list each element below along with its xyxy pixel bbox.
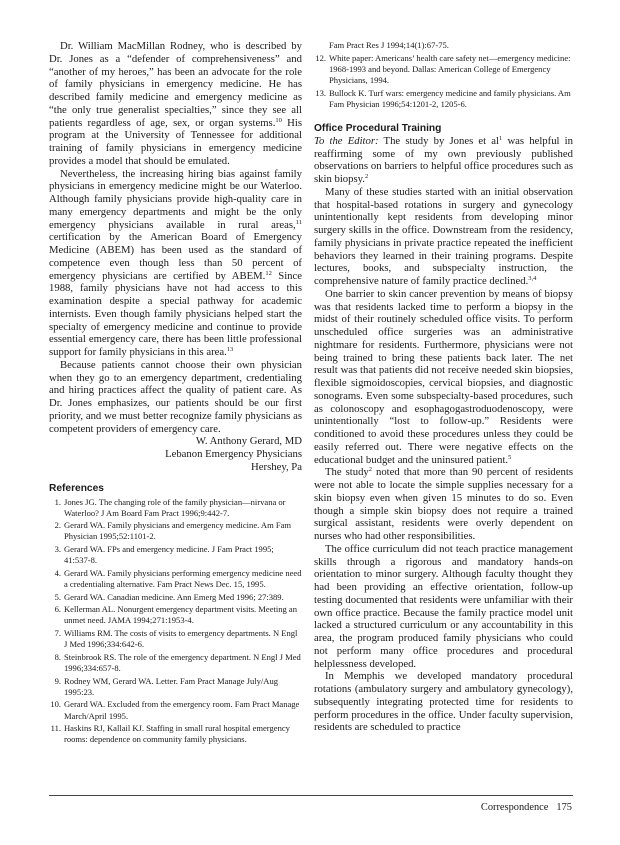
reference-number: 1.	[54, 496, 61, 507]
reference-item	[49, 497, 302, 519]
paragraph: One barrier to skin cancer prevention by means of biopsy was that residents lacked time to perform a biopsy in the midst of their routinely scheduled office visits. To perform unscheduled office surgeries was an administrative nightmare for residents. Furthermore, physicians were not being trained to bring these patients back later. The net result was that patients did not receive needed skin biopsies, flexible sigmoidoscopies, cervical biopsies, and diagnostic sonograms. Even some subspecialty-based procedures, such as colonoscopy and esophagogastroduodenoscopy, were unintentionally “lost to follow-up.” Residents were conditioned to avoid these procedures unless they could be easily referred out. There were negative effects on the educational budget and the uninsured patient.$^5$	[314, 287, 573, 466]
reference-text: Gerard WA. Family physicians performing emergency medicine need a credentialing alternative. Fam Pract News Dec. 15, 1995.	[64, 567, 302, 589]
reference-item	[314, 53, 573, 86]
reference-text: Gerard WA. Family physicians and emergency medicine. Am Fam Physician 1995;52:1101-2.	[64, 520, 292, 542]
reference-text: White paper: Americans’ health care safety net—emergency medicine: 1968-1993 and beyond. Dallas: American College of Emergency Physicians, 1994.	[329, 52, 571, 85]
reference-item	[49, 592, 302, 603]
reference-item	[49, 520, 302, 542]
reference-text: Gerard WA. FPs and emergency medicine. J Fam Pract 1995; 41:537-8.	[64, 544, 274, 566]
reference-item	[49, 723, 302, 745]
paragraph: Nevertheless, the increasing hiring bias against family physicians in emergency medicine might be our Waterloo. Although family physicians provide high-quality care in many emergency departments and might be the only emergency physicians available in rural areas,$^{11}$ certification by the American Board of Emergency Medicine (ABEM) has been used as the standard of competence even though less than 50 percent of emergency physicians are certified by ABEM.$^{12}$ Since 1988, family physicians have not had access to this examination despite a special pathway for academic internists. Even though family physicians helped start the specialty of emergency medicine and continue to provide essential emergency care, there has been little professional support for family physicians in this area.$^{13}$	[49, 167, 302, 358]
paragraph: To the Editor: The study by Jones et $al^1$ was helpful in reaffirming some of my own previously published observations on barriers to helpful office procedures such as skin biopsy.$^2$	[314, 134, 573, 185]
reference-item	[314, 88, 573, 110]
reference-item: Fam Pract Res J 1994;14(1):67-75.	[329, 40, 449, 50]
paragraph: In Memphis we developed mandatory procedural rotations (ambulatory surgery and ambulatory gynecology), subsequently integrating protected time for residents to perform procedures in the office. Under faculty supervision, residents are scheduled to practice	[314, 670, 573, 734]
paragraph: The study$^2$ noted that more than 90 percent of residents were not able to locate the simple supplies necessary for a skin biopsy even when given 15 minutes to do so. Even though a simple skin biopsy does not require a trained surgical assistant, residents were overly dependent on nurses who had other responsibilities.	[314, 466, 573, 542]
lead-in: To the Editor:	[314, 134, 379, 147]
reference-text: Gerard WA. Canadian medicine. Ann Emerg Med 1996; 27:389.	[64, 591, 284, 602]
reference-list	[49, 497, 302, 746]
reference-text: Bullock K. Turf wars: emergency medicine and family physicians. Am Fam Physician 1996;54:1201-2, 1205-6.	[329, 87, 571, 109]
reference-text: Kellerman AL. Nonurgent emergency department visits. Meeting an unmet need. JAMA 1994;271:1953-4.	[64, 604, 297, 626]
right-column	[314, 40, 573, 734]
reference-number: 9.	[54, 675, 61, 686]
reference-text: Rodney WM, Gerard WA. Letter. Fam Pract Manage July/Aug 1995:23.	[64, 675, 279, 697]
reference-item	[49, 652, 302, 674]
reference-text: Steinbrook RS. The role of the emergency department. N Engl J Med 1996;334:657-8.	[64, 651, 301, 673]
reference-text: Gerard WA. Excluded from the emergency room. Fam Pract Manage March/April 1995.	[64, 699, 300, 721]
signature-place: Hershey, Pa	[251, 460, 302, 473]
reference-number: 10.	[50, 699, 61, 710]
reference-number: 3.	[54, 544, 61, 555]
left-column	[49, 40, 302, 747]
signature-block	[49, 435, 302, 473]
reference-list	[314, 53, 573, 110]
paragraph: Dr. William MacMillan Rodney, who is described by Dr. Jones as a “defender of comprehensiveness” and “another of my heroes,” has been an advocate for the role of family physicians in emergency medicine. He has described family medicine and emergency medicine as “the only true generalist specialties,” since they see all patients regardless of age, sex, or organ systems.$^{10}$ His program at the University of Tennessee for additional training of family physicians in emergency medicine provides a model that should be emulated.	[49, 40, 302, 167]
page-footer	[481, 802, 572, 813]
page-number: 175	[556, 802, 572, 813]
reference-item	[49, 628, 302, 650]
reference-number: 12.	[315, 52, 326, 63]
paragraph: Because patients cannot choose their own physician when they go to an emergency department, credentialing and hiring practices affect the quality of patient care. As Dr. Jones emphasizes, our patients should be our first priority, and we must better recognize family physicians as competent providers of emergency care.	[49, 358, 302, 435]
references-heading: References	[49, 482, 104, 494]
reference-number: 7.	[54, 628, 61, 639]
reference-item	[49, 676, 302, 698]
reference-number: 5.	[54, 591, 61, 602]
reference-number: 4.	[54, 567, 61, 578]
footer-rule	[49, 795, 573, 796]
reference-number: 2.	[54, 520, 61, 531]
reference-number: 6.	[54, 604, 61, 615]
footer-section: Correspondence	[480, 802, 549, 813]
reference-text: Jones JG. The changing role of the family physician—nirvana or Waterloo? J Am Board Fam Pract 1996;9:442-7.	[64, 496, 286, 518]
reference-item	[49, 604, 302, 626]
reference-item	[49, 568, 302, 590]
paragraph: The office curriculum did not teach practice management skills through a rigorous and mandatory hands-on orientation to minor surgery. Although faculty thought they had been providing an effective orientation, follow-up testing documented that residents were unfamiliar with their own office practice. Because the family practice model unit lacked a structured curriculum or any accountability in this area, the program produced family physicians who could not perform many office procedures and procedural helplessness developed.	[314, 542, 573, 670]
section-heading: Office Procedural Training	[314, 122, 442, 134]
reference-item	[49, 699, 302, 721]
reference-text: Haskins RJ, Kallail KJ. Staffing in small rural hospital emergency rooms: dependence on community family physicians.	[64, 723, 290, 745]
reference-number: 8.	[54, 651, 61, 662]
reference-text: Williams RM. The costs of visits to emergency departments. N Engl J Med 1996;334:642-6.	[64, 628, 298, 650]
reference-item	[49, 544, 302, 566]
signature-name: W. Anthony Gerard, MD	[195, 435, 302, 448]
paragraph: Many of these studies started with an initial observation that hospital-based rotations in surgery and gynecology unintentionally kept residents from developing minor surgery skills in the office. Downstream from the residency, family physicians in private practice repeated the inefficient behaviors they learned in their training programs. Despite lectures, books, and subspecialty instruction, the comprehensive nature of family practice declined.$^{3,4}$	[314, 185, 573, 287]
reference-number: 11.	[50, 723, 61, 734]
reference-list-continued	[314, 40, 573, 51]
reference-number: 13.	[315, 87, 326, 98]
signature-org: Lebanon Emergency Physicians	[165, 448, 302, 460]
